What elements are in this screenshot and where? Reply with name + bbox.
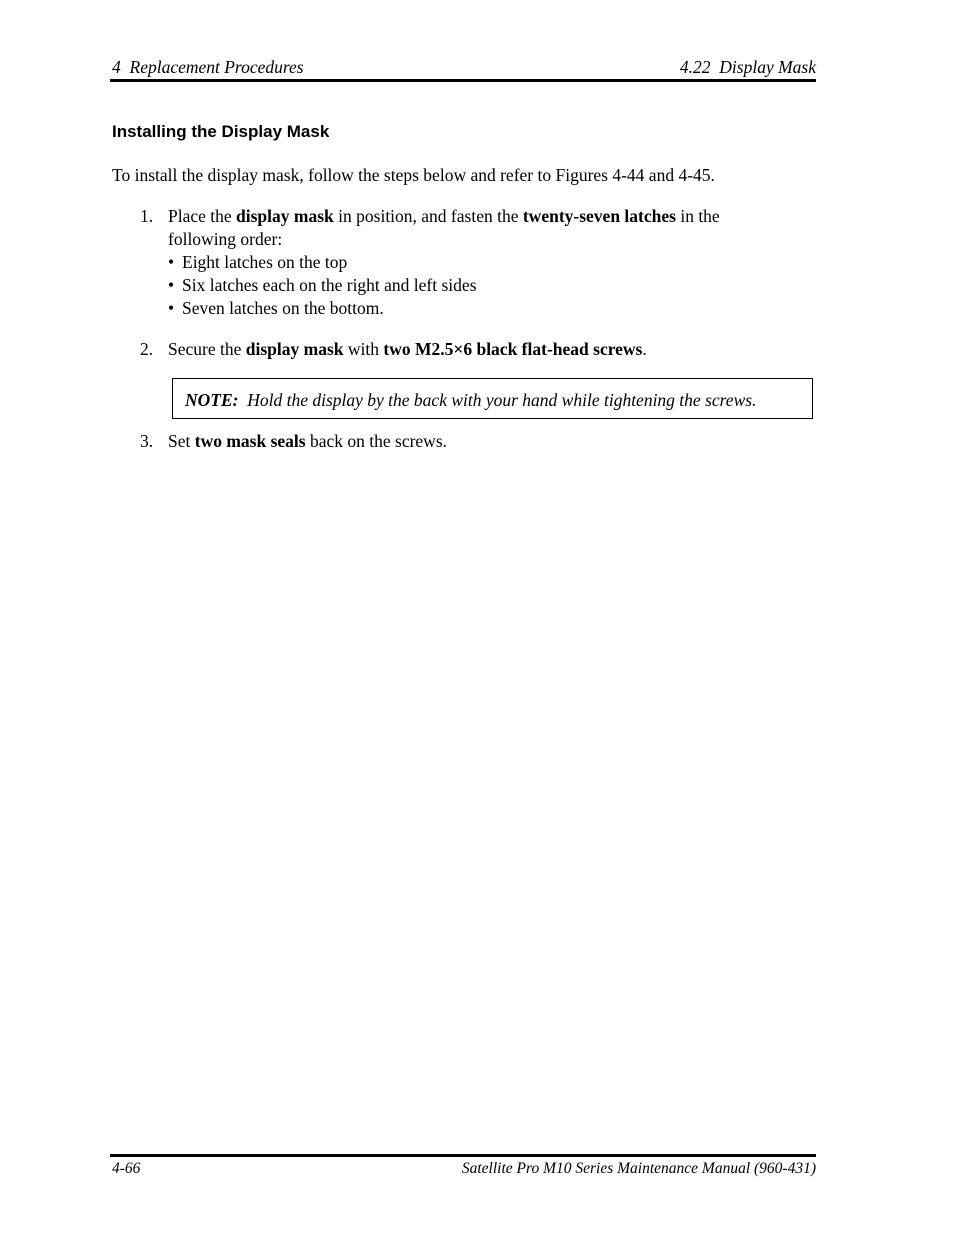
text-run: Place the xyxy=(168,206,237,226)
note-label: NOTE: xyxy=(185,390,239,410)
header-rule xyxy=(110,79,816,82)
list-item-text: Seven latches on the bottom. xyxy=(182,298,384,318)
step-number: 3. xyxy=(140,431,154,451)
text-run: . xyxy=(642,339,647,359)
page-footer xyxy=(112,1159,816,1179)
page-header xyxy=(112,56,816,78)
step-body xyxy=(168,205,818,320)
bullet-icon: • xyxy=(168,298,175,318)
header-chapter: 4 Replacement Procedures xyxy=(112,57,304,77)
bold-term: two M2.5×6 black flat-head screws xyxy=(383,339,643,359)
text-run: Set xyxy=(168,431,195,451)
note-box xyxy=(172,378,813,419)
note-text: Hold the display by the back with your hand while tightening the screws. xyxy=(238,390,757,410)
bold-term: two mask seals xyxy=(194,431,306,451)
step-body xyxy=(168,338,818,361)
list-item xyxy=(168,274,818,297)
step-body xyxy=(168,430,818,453)
bold-term: twenty-seven latches xyxy=(522,206,676,226)
text-run: back on the screws. xyxy=(305,431,448,451)
latch-order-list xyxy=(168,251,818,320)
header-section: 4.22 Display Mask xyxy=(679,57,816,77)
page-number: 4-66 xyxy=(112,1160,141,1177)
list-item-text: Six latches each on the right and left sides xyxy=(182,275,477,295)
step-number: 1. xyxy=(140,206,154,226)
text-run: in position, and fasten the xyxy=(333,206,523,226)
bullet-icon: • xyxy=(168,252,175,272)
bold-term: display mask xyxy=(236,206,334,226)
text-run: Secure the xyxy=(168,339,246,359)
list-item xyxy=(168,297,818,320)
list-item xyxy=(168,251,818,274)
manual-title: Satellite Pro M10 Series Maintenance Manual (960-431) xyxy=(461,1160,816,1177)
bold-term: display mask xyxy=(245,339,344,359)
bullet-icon: • xyxy=(168,275,175,295)
step-text xyxy=(168,205,818,228)
text-run: in the xyxy=(675,206,720,226)
text-run: with xyxy=(343,339,384,359)
section-title: Installing the Display Mask xyxy=(112,122,330,141)
list-item-text: Eight latches on the top xyxy=(182,252,348,272)
step-number: 2. xyxy=(140,339,154,359)
step-text-line-2: following order: xyxy=(168,229,283,249)
intro-paragraph: To install the display mask, follow the steps below and refer to Figures 4-44 and 4-45. xyxy=(112,165,715,185)
footer-rule xyxy=(110,1154,816,1157)
